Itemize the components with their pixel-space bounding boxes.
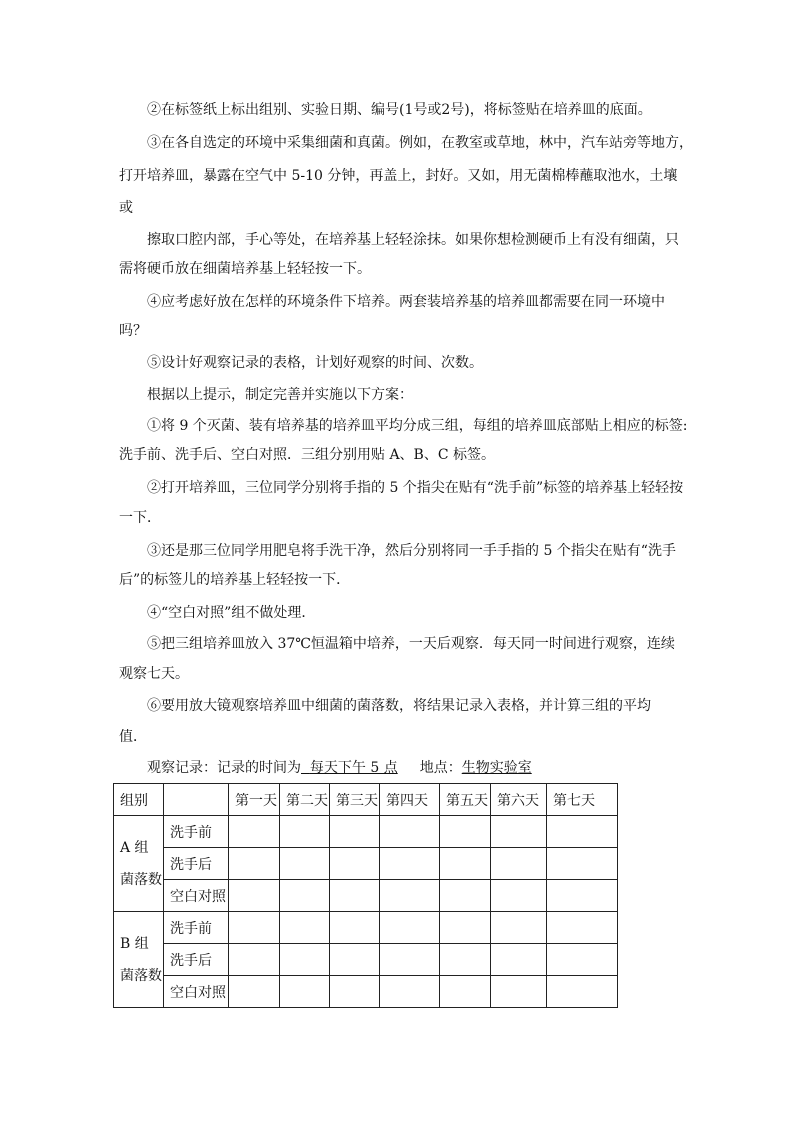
header-cell: 第二天	[280, 784, 330, 816]
group-label-a: A 组 菌落数	[114, 816, 164, 912]
table-row	[114, 848, 618, 880]
table-cell[interactable]	[280, 880, 330, 912]
table-cell[interactable]	[491, 976, 547, 1008]
table-row	[114, 944, 618, 976]
row-label: 洗手前	[164, 912, 229, 944]
table-cell[interactable]	[330, 816, 380, 848]
row-label: 洗手后	[164, 944, 229, 976]
row-label: 空白对照	[164, 880, 229, 912]
table-cell[interactable]	[440, 912, 491, 944]
table-cell[interactable]	[547, 976, 618, 1008]
table-cell[interactable]	[229, 944, 280, 976]
paragraph-line: 观察七天。	[119, 666, 189, 682]
table-cell[interactable]	[491, 848, 547, 880]
paragraph-line: ④应考虑好放在怎样的环境条件下培养。两套装培养基的培养皿都需要在同一环境中	[147, 294, 665, 310]
table-cell[interactable]	[229, 976, 280, 1008]
row-label: 洗手前	[164, 816, 229, 848]
table-cell[interactable]	[440, 944, 491, 976]
table-cell[interactable]	[491, 816, 547, 848]
record-prefix: 观察记录：记录的时间为	[147, 760, 301, 776]
table-cell[interactable]	[440, 816, 491, 848]
table-cell[interactable]	[547, 880, 618, 912]
table-cell[interactable]	[491, 880, 547, 912]
table-header-row	[114, 784, 618, 816]
paragraph-line: ④“空白对照”组不做处理．	[147, 605, 316, 621]
record-time: 每天下午 5 点	[309, 760, 398, 776]
header-cell: 第七天	[547, 784, 618, 816]
header-cell: 第三天	[330, 784, 380, 816]
table-row	[114, 912, 618, 944]
table-cell[interactable]	[380, 848, 440, 880]
table-cell[interactable]	[229, 880, 280, 912]
paragraph-line: ⑤设计好观察记录的表格，计划好观察的时间、次数。	[147, 355, 483, 371]
record-title	[147, 758, 532, 778]
table-cell[interactable]	[330, 944, 380, 976]
table-row	[114, 816, 618, 848]
header-cell: 第六天	[491, 784, 547, 816]
paragraph-line: ②打开培养皿，三位同学分别将手指的 5 个指尖在贴有“洗手前”标签的培养基上轻轻按	[147, 480, 684, 496]
paragraph-line: ⑤把三组培养皿放入 37℃恒温箱中培养，一天后观察．每天同一时间进行观察，连续	[147, 636, 675, 652]
table-cell[interactable]	[380, 944, 440, 976]
table-cell[interactable]	[491, 944, 547, 976]
table-cell[interactable]	[229, 816, 280, 848]
paragraph-line: 擦取口腔内部，手心等处，在培养基上轻轻涂抹。如果你想检测硬币上有没有细菌，只	[147, 232, 679, 248]
table-cell[interactable]	[380, 816, 440, 848]
paragraph-line: 后”的标签儿的培养基上轻轻按一下．	[119, 572, 351, 588]
paragraph-line: ③还是那三位同学用肥皂将手洗干净，然后分别将同一手手指的 5 个指尖在贴有“洗手	[147, 543, 676, 559]
row-label: 空白对照	[164, 976, 229, 1008]
table-cell[interactable]	[280, 944, 330, 976]
table-cell[interactable]	[547, 816, 618, 848]
row-label: 洗手后	[164, 848, 229, 880]
paragraph-line: 或	[119, 200, 133, 216]
paragraph-line: 吗？	[119, 323, 147, 339]
paragraph-line: 根据以上提示，制定完善并实施以下方案：	[147, 387, 413, 403]
group-label-b: B 组 菌落数	[114, 912, 164, 1008]
table-cell[interactable]	[280, 816, 330, 848]
table-cell[interactable]	[280, 848, 330, 880]
table-cell[interactable]	[380, 976, 440, 1008]
table-cell[interactable]	[330, 976, 380, 1008]
table-cell[interactable]	[280, 976, 330, 1008]
table-cell[interactable]	[491, 912, 547, 944]
table-cell[interactable]	[547, 912, 618, 944]
table-cell[interactable]	[330, 848, 380, 880]
header-cell: 第四天	[380, 784, 440, 816]
table-cell[interactable]	[380, 912, 440, 944]
table-cell[interactable]	[280, 912, 330, 944]
record-place: 生物实验室	[461, 760, 532, 776]
header-cell: 第五天	[440, 784, 491, 816]
paragraph-line: 需将硬币放在细菌培养基上轻轻按一下。	[119, 261, 371, 277]
table-cell[interactable]	[440, 880, 491, 912]
header-cell: 第一天	[229, 784, 280, 816]
paragraph-line: 一下．	[119, 510, 161, 526]
table-cell[interactable]	[440, 976, 491, 1008]
table-cell[interactable]	[229, 912, 280, 944]
table-cell[interactable]	[330, 912, 380, 944]
header-cell: 组别	[114, 784, 164, 816]
paragraph-line: ③在各自选定的环境中采集细菌和真菌。例如，在教室或草地，林中，汽车站旁等地方，	[147, 135, 693, 151]
paragraph-line: ②在标签纸上标出组别、实验日期、编号(1号或2号)，将标签贴在培养皿的底面。	[147, 102, 652, 118]
header-cell	[164, 784, 229, 816]
paragraph-line: ⑥要用放大镜观察培养皿中细菌的菌落数，将结果记录入表格，并计算三组的平均	[147, 698, 651, 714]
table-row	[114, 976, 618, 1008]
table-cell[interactable]	[229, 848, 280, 880]
paragraph-line: 洗手前、洗手后、空白对照．三组分别用贴 A、B、C 标签。	[119, 447, 496, 463]
table-cell[interactable]	[330, 880, 380, 912]
table-cell[interactable]	[547, 848, 618, 880]
record-place-label: 地点：	[419, 760, 462, 776]
paragraph-line: ①将 9 个灭菌、装有培养基的培养皿平均分成三组，每组的培养皿底部贴上相应的标签:	[147, 418, 688, 434]
paragraph-line: 值．	[119, 729, 147, 745]
table-cell[interactable]	[380, 880, 440, 912]
paragraph-line: 打开培养皿，暴露在空气中 5-10 分钟，再盖上，封好。又如，用无菌棉棒蘸取池水，土壤	[119, 168, 678, 184]
observation-table	[113, 783, 618, 1008]
table-cell[interactable]	[547, 944, 618, 976]
table-row	[114, 880, 618, 912]
table-cell[interactable]	[440, 848, 491, 880]
